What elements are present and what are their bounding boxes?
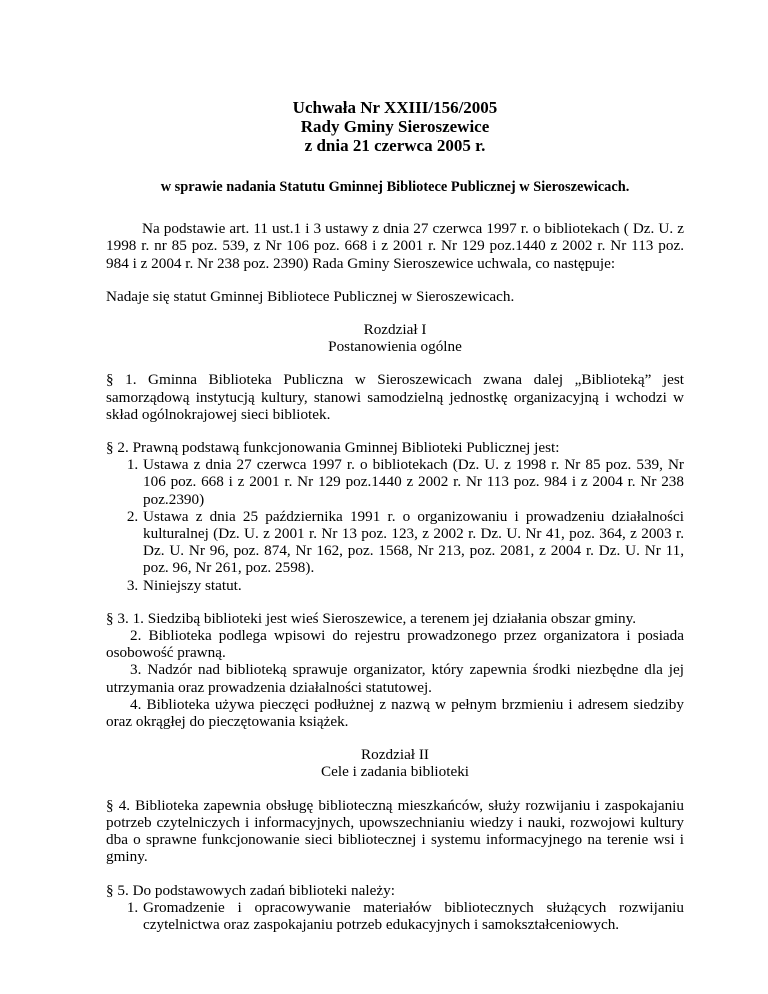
section-3-point-3: 3. Nadzór nad biblioteką sprawuje organizator, który zapewnia środki niezbędne dla jej utrzymania oraz prowadzenia działalności statutowej. bbox=[106, 661, 684, 696]
section-3 bbox=[106, 610, 684, 730]
document-page bbox=[106, 98, 684, 933]
chapter-2-subtitle: Cele i zadania biblioteki bbox=[320, 763, 470, 781]
section-3-point-2: 2. Biblioteka podlega wpisowi do rejestru prowadzonego przez organizatora i posiada osobowość prawną. bbox=[106, 627, 684, 662]
chapter-1-title: Rozdział I bbox=[363, 321, 427, 339]
section-1: § 1. Gminna Biblioteka Publiczna w Sieroszewicach zwana dalej „Biblioteką” jest samorządową instytucją kultury, stanowi samodzielną jednostkę organizacyjną i wchodzi w skład ogólnokrajowej sieci bibliotek. bbox=[106, 371, 684, 423]
section-3-point-4: 4. Biblioteka używa pieczęci podłużnej z nazwą w pełnym brzmieniu i adresem siedziby oraz okrągłej do pieczętowania książek. bbox=[106, 695, 684, 731]
resolution-date: z dnia 21 czerwca 2005 r. bbox=[304, 136, 486, 155]
section-5 bbox=[106, 882, 684, 934]
section-5-list bbox=[106, 899, 684, 933]
section-2-intro: § 2. Prawną podstawą funkcjonowania Gminnej Biblioteki Publicznej jest: bbox=[106, 439, 560, 457]
legal-basis-paragraph: Na podstawie art. 11 ust.1 i 3 ustawy z dnia 27 czerwca 1997 r. o bibliotekach ( Dz. U. z 1998 r. nr 85 poz. 539, z Nr 106 poz. 668 i z 2001 r. Nr 129 poz.1440 z 2002 r. Nr 113 poz. 984 i z 2004 r. Nr 238 poz. 2390) Rada Gminy Sieroszewice uchwala, co następuje: bbox=[106, 220, 684, 272]
resolution-number: Uchwała Nr XXIII/156/2005 bbox=[292, 98, 498, 117]
council-name: Rady Gminy Sieroszewice bbox=[300, 117, 490, 136]
section-4: § 4. Biblioteka zapewnia obsługę biblioteczną mieszkańców, służy rozwijaniu i zaspokajaniu potrzeb czytelniczych i informacyjnych, upowszechnianiu wiedzy i nauki, rozwojowi kultury dba o sprawne funkcjonowanie sieci bibliotecznej i systemu informacyjnego na terenie wsi i gminy. bbox=[106, 796, 684, 866]
chapter-2-title: Rozdział II bbox=[361, 746, 429, 764]
section-2-list bbox=[106, 456, 684, 594]
list-item: 1. Gromadzenie i opracowywanie materiałów bibliotecznych służących rozwijaniu czytelnictwa oraz zaspokajaniu potrzeb edukacyjnych i samokształceniowych. bbox=[142, 899, 684, 933]
resolution-header bbox=[106, 98, 684, 155]
chapter-1-heading bbox=[106, 321, 684, 355]
chapter-1-subtitle: Postanowienia ogólne bbox=[328, 338, 462, 356]
section-2 bbox=[106, 439, 684, 594]
decision-paragraph: Nadaje się statut Gminnej Bibliotece Publicznej w Sieroszewicach. bbox=[106, 287, 515, 305]
list-item: 3. Niniejszy statut. bbox=[142, 577, 684, 594]
resolution-subject: w sprawie nadania Statutu Gminnej Bibliotece Publicznej w Sieroszewicach. bbox=[160, 179, 630, 195]
chapter-2-heading bbox=[106, 746, 684, 780]
list-item: 1. Ustawa z dnia 27 czerwca 1997 r. o bibliotekach (Dz. U. z 1998 r. Nr 85 poz. 539, Nr 106 poz. 668 i z 2001 r. Nr 129 poz.1440 z 2002 r. Nr 113 poz. 984 i z 2004 r. Nr 238 poz.2390) bbox=[142, 456, 684, 508]
section-3-point-1: § 3. 1. Siedzibą biblioteki jest wieś Sieroszewice, a terenem jej działania obszar gminy. bbox=[106, 609, 636, 627]
section-5-intro: § 5. Do podstawowych zadań biblioteki należy: bbox=[106, 881, 395, 899]
list-item: 2. Ustawa z dnia 25 października 1991 r. o organizowaniu i prowadzeniu działalności kulturalnej (Dz. U. z 2001 r. Nr 13 poz. 123, z 2002 r. Dz. U. Nr 41, poz. 364, z 2003 r. Dz. U. Nr 96, poz. 874, Nr 162, poz. 1568, Nr 213, poz. 2081, z 2004 r. Dz. U. Nr 11, poz. 96, Nr 261, poz. 2598). bbox=[142, 508, 684, 577]
